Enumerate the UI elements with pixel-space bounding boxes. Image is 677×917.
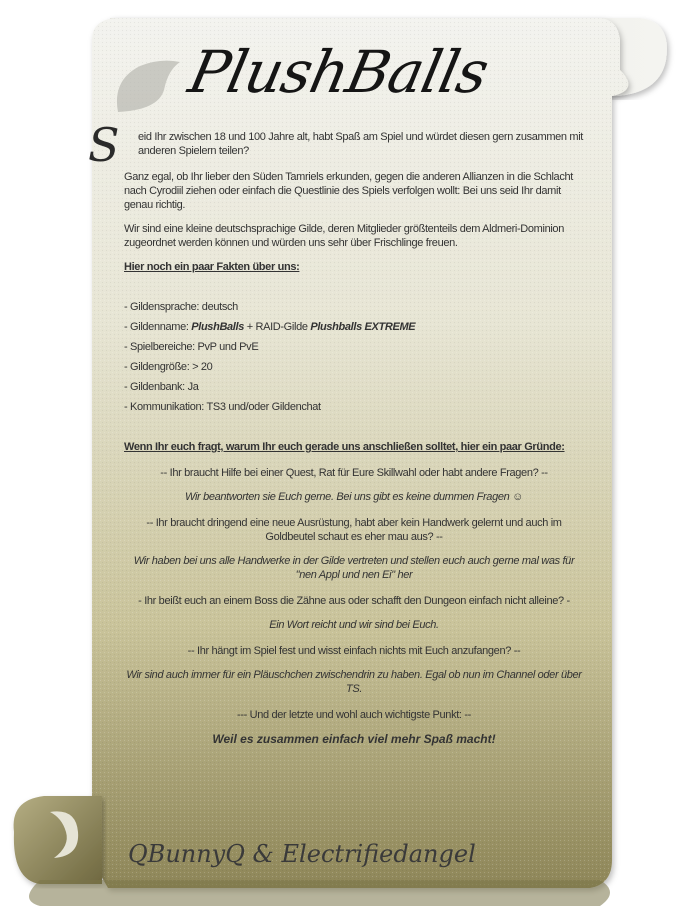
reason-answer-1: Wir beantworten sie Euch gerne. Bei uns gibt es keine dummen Fragen ☺: [185, 491, 523, 503]
paragraph-guild: Wir sind eine kleine deutschsprachige Gilde, deren Mitglieder größtenteils dem Aldmeri-Dominion zugeordnet werden können und würden uns sehr über Frischlinge freuen.: [124, 223, 564, 249]
fact-guild-name-raid: Plushballs EXTREME: [310, 321, 416, 333]
signature: QBunnyQ & Electrifiedangel: [128, 840, 476, 868]
dropcap-letter: S: [88, 118, 120, 172]
reason-question-3: - Ihr beißt euch an einem Boss die Zähne aus oder schafft den Dungeon einfach nicht alleine? -: [138, 595, 570, 607]
fact-guild-name-prefix: - Gildenname:: [124, 321, 192, 333]
reason-answer-2: Wir haben bei uns alle Handwerke in der Gilde vertreten und stellen euch auch gerne mal was für "nen Appl und nen Ei" her: [133, 555, 575, 581]
fact-bank: - Gildenbank: Ja: [124, 381, 199, 393]
reason-answer-3: Ein Wort reicht und wir sind bei Euch.: [269, 619, 439, 631]
intro-text: eid Ihr zwischen 18 und 100 Jahre alt, habt Spaß am Spiel und würdet diesen gern zusammen mit anderen Spielern teilen?: [138, 131, 583, 157]
fact-areas: - Spielbereiche: PvP und PvE: [124, 341, 259, 353]
intro-paragraph: [88, 118, 584, 172]
scroll-content: [88, 118, 584, 756]
fact-guild-name-main: PlushBalls: [191, 321, 244, 333]
fact-size: - Gildengröße: > 20: [124, 361, 213, 373]
facts-heading: Hier noch ein paar Fakten über uns:: [124, 261, 300, 273]
last-point: --- Und der letzte und wohl auch wichtigste Punkt: --: [237, 709, 471, 721]
paragraph-explore: Ganz egal, ob Ihr lieber den Süden Tamriels erkunden, gegen die anderen Allianzen in die Schlacht nach Cyrodiil ziehen oder einfach die Questlinie des Spiels verfolgen wollt: Bei uns seid Ihr damit genau richtig.: [124, 171, 573, 211]
reasons-heading: Wenn Ihr euch fragt, warum Ihr euch gerade uns anschließen solltet, hier ein paar Gründe:: [124, 441, 565, 453]
guild-title: PlushBalls: [183, 38, 494, 106]
finale-text: Weil es zusammen einfach viel mehr Spaß macht!: [212, 732, 496, 746]
reason-answer-4: Wir sind auch immer für ein Pläuschchen zwischendrin zu haben. Egal ob nun im Channel oder über TS.: [126, 669, 582, 695]
fact-communication: - Kommunikation: TS3 und/oder Gildenchat: [124, 401, 321, 413]
reason-question-1: -- Ihr braucht Hilfe bei einer Quest, Rat für Eure Skillwahl oder habt andere Fragen? --: [160, 467, 548, 479]
reason-question-4: -- Ihr hängt im Spiel fest und wisst einfach nichts mit Euch anzufangen? --: [187, 645, 521, 657]
fact-language: - Gildensprache: deutsch: [124, 301, 238, 313]
fact-guild-name: [124, 320, 584, 334]
fact-guild-name-middle: + RAID-Gilde: [244, 321, 311, 333]
reason-question-2: -- Ihr braucht dringend eine neue Ausrüstung, habt aber kein Handwerk gelernt und auch im Goldbeutel schaut es eher mau aus? --: [146, 517, 562, 543]
